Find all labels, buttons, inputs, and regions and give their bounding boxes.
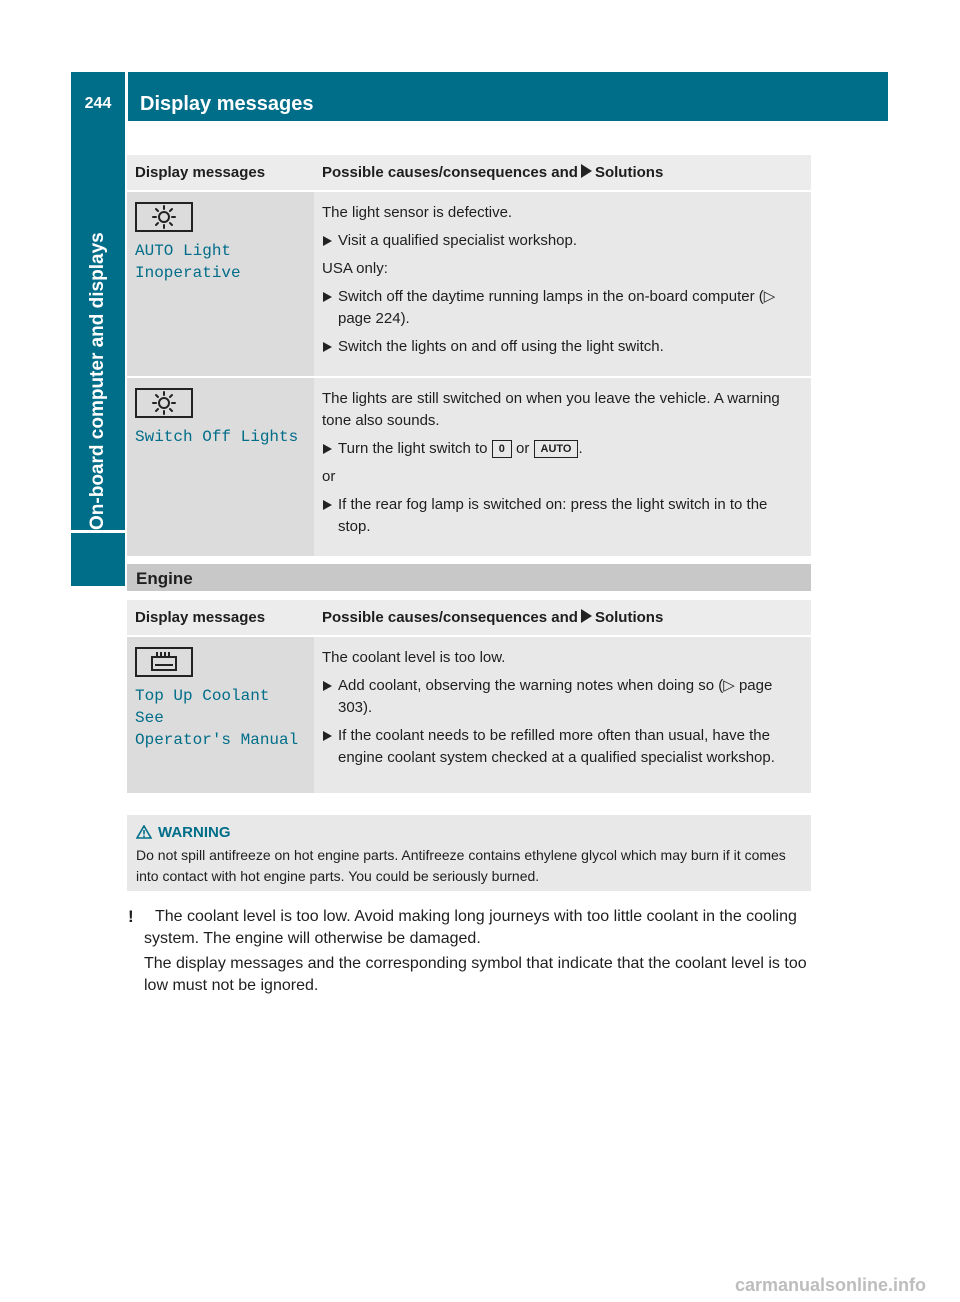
solution-step: Switch off the daytime running lamps in the on-board computer (▷ page 224). — [322, 286, 803, 330]
alternative-text: or — [322, 468, 336, 485]
note-paragraph: The coolant level is too low. Avoid making long journeys with too little coolant in the cooling system. The engine will otherwise be damaged. — [144, 908, 797, 947]
engine-message-table — [127, 600, 811, 795]
page-title: Display messages — [140, 93, 314, 115]
region-note: USA only: — [322, 260, 388, 277]
light-bulb-icon — [135, 388, 193, 418]
message-line: Inoperative — [135, 264, 241, 282]
table-row — [127, 636, 811, 794]
solution-cell — [314, 191, 811, 377]
warning-title — [136, 822, 802, 843]
cause-text: The lights are still switched on when you leave the vehicle. A warning tone also sounds. — [322, 390, 780, 429]
section-heading: Engine — [127, 564, 811, 591]
table-header-row — [127, 155, 811, 191]
col-causes-label: Possible causes/consequences and — [322, 609, 578, 626]
solution-step: Visit a qualified specialist workshop. — [322, 230, 803, 252]
light-bulb-icon — [135, 202, 193, 232]
arrow-icon — [581, 609, 592, 623]
message-cell — [127, 636, 314, 794]
message-cell — [127, 191, 314, 377]
col-causes-solutions — [314, 600, 811, 636]
solution-step: If the rear fog lamp is switched on: press the light switch in to the stop. — [322, 494, 803, 538]
message-line: AUTO Light — [135, 242, 232, 260]
step-text: or — [515, 440, 530, 457]
col-solutions-label: Solutions — [594, 164, 664, 181]
cause-text: The coolant level is too low. — [322, 649, 506, 666]
watermark: carmanualsonline.info — [734, 1275, 926, 1295]
solution-cell — [314, 377, 811, 557]
cause-text: The light sensor is defective. — [322, 204, 513, 221]
exclamation-icon: ! — [128, 907, 134, 926]
message-cell — [127, 377, 314, 557]
display-message — [135, 685, 306, 751]
section-title: On-board computer and displays — [87, 232, 108, 530]
warning-triangle-icon — [136, 825, 152, 839]
display-message — [135, 426, 306, 448]
col-display-messages: Display messages — [127, 155, 314, 191]
col-causes-solutions — [314, 155, 811, 191]
col-display-messages: Display messages — [127, 600, 314, 636]
arrow-icon — [581, 164, 592, 178]
message-line: Operator's Manual — [135, 731, 299, 749]
warning-box — [127, 815, 811, 891]
coolant-icon — [135, 647, 193, 677]
solution-step: Switch the lights on and off using the light switch. — [322, 336, 803, 358]
light-switch-off-icon: 0 — [492, 440, 512, 458]
solution-step: Add coolant, observing the warning notes when doing so (▷ page 303). — [322, 675, 803, 719]
sidebar-marker — [71, 533, 125, 586]
light-switch-auto-icon: AUTO — [534, 440, 579, 458]
page-header — [71, 72, 888, 121]
solution-step: If the coolant needs to be refilled more often than usual, have the engine coolant system checked at a qualified specialist workshop. — [322, 725, 803, 769]
solution-step: Turn the light switch to 0 or AUTO . — [322, 438, 803, 460]
col-solutions-label: Solutions — [594, 609, 664, 626]
table-row — [127, 191, 811, 377]
display-message — [135, 240, 306, 284]
lights-message-table — [127, 155, 811, 558]
message-line: Top Up Coolant See — [135, 687, 270, 727]
note-paragraph: The display messages and the corresponding symbol that indicate that the coolant level is too low must not be ignored. — [144, 955, 807, 994]
table-row — [127, 377, 811, 557]
header-divider — [125, 72, 128, 121]
col-causes-label: Possible causes/consequences and — [322, 164, 578, 181]
table-header-row — [127, 600, 811, 636]
step-text: Turn the light switch to — [338, 440, 488, 457]
warning-text: Do not spill antifreeze on hot engine parts. Antifreeze contains ethylene glycol which may burn if it comes into contact with hot engine parts. You could be seriously burned. — [136, 847, 786, 884]
message-line: Switch Off Lights — [135, 428, 299, 446]
solution-cell — [314, 636, 811, 794]
page-number: 244 — [84, 95, 112, 112]
warning-label: WARNING — [158, 824, 231, 841]
caution-note — [127, 906, 813, 1000]
